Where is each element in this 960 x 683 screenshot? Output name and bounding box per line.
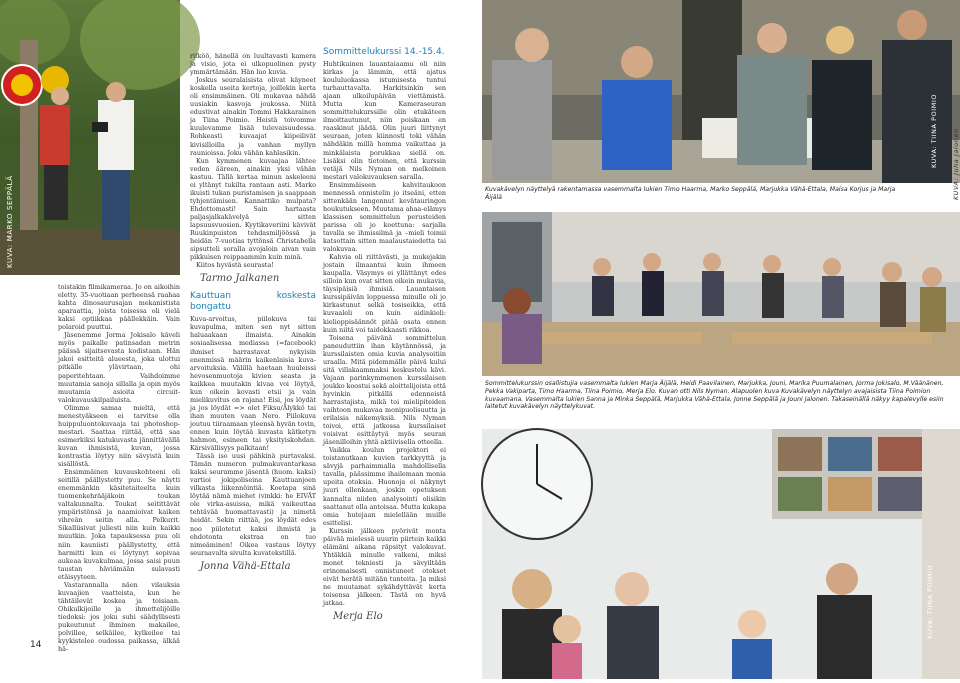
section-heading-kauttua: Kauttuan koskesta bongattu	[190, 291, 316, 313]
photo-photographers-by-river	[0, 0, 180, 275]
paragraph: Olimme samaa mieltä, että menestyäkseen ei tarvitse olla huippuluontokuvaaja tai photoshop-mestari. Saattaa riittää, että saa esimerkiksi katukuvasta jännittävällä kuvan ihmisistä, kuvan, jossa kontrastia löytyy niin sävyistä kuin sisällöstä.	[58, 403, 180, 469]
paragraph: Ensimmäiseen kahvitaukoon mennessä onnistelin jo itseäni, etten sittenkään langennut kevätauringon houkutukseen. Muutama ahaa-elämys klassisen sommittelun perusteiden parissa oli jo koettuna: sarjalla tavalla se ihmissilmä ja –mieli toimii katsottain sitten maalaustaiedetta tai valokuvaa.	[323, 180, 446, 254]
photo-opening-scene	[482, 429, 960, 679]
page-number: 14	[30, 640, 42, 650]
paragraph: Tässä iso uusi pähkinä purtavaksi. Tämän numeron pulmakuvantarkasa kaksi seuramme jäsentä (huom. kaksi) vartioi jokipoliseina Kauttuanjoen vilkasta liikennöintiä. Koetapa sinä löytää nämä miehet (vinkki: he EIVÄT ole virka-asuissa, mikä vaikeuttaa tehtävää huomattavasti) ja nimetä heidät. Sekin riittää, jos löydät edes noo piilotetut kaksi ihmistä ja ehdotonta ekstraa on tuo nimeäminen! Oikea vastaus löytyy seuraavalta sivulta kuvatekstillä.	[190, 452, 316, 557]
photo-credit-left: KUVA: MARKO SEPPÄLÄ	[6, 175, 14, 268]
paragraph: Kurssin jälkeen pyörivät monta päivää mielessä uuurin piirtein kaikki elämäni aikana räpsityt valokuvat. Yhtäkkiä minulle valkeni, miksi monet tekniesti ja sävyiltään erinomaisesti onnistuneet otokset eivät herätä mitään tunteita. Ja miksi ne muutamat sykähdyttävät kerta toisensa jälkeen. Tästä on hyvä jatkaa.	[323, 526, 446, 608]
photo-exhibition-scene	[482, 0, 960, 183]
photo-river-scene	[0, 0, 180, 275]
article-column-left	[58, 283, 180, 654]
article-column-right	[323, 44, 446, 644]
paragraph: Joskus seuralaisista olivat käyneet koskella useita kertoja, joillekin kerta oli ensimmäinen. Oli mukavaa nähdä uusiakin kasvoja joukossa. Niitä edustivat ainakin Tommi Hakkarainen ja Tiina Poimio. Heistä toivomme kuulevamme lisää tulevaisuudessa. Rohkeasti kuvaajat kiipeilivät kivisilloilla ja vanhan myllyn raunioissa. Joku vähän kahlasikin.	[190, 76, 316, 157]
paragraph: Vastarannalla näen vilauksia kuvaajien vaatteista, kun he tähtäilevät koskea ja toisiaan. Ohikulkijoille ja ihmettelijöille tiedoksi: jos joku suhi säädyllisesti pukeutunut ihminen makailee, polvillee, selkäilee, kylkeilee tai kyykistelee oudossa paikassa, älkää hä-	[58, 580, 180, 654]
caption-course: Sommittelukurssin osallistujia vasemmalta lukien Marja Äijälä, Heidi Paavilainen, Marjukka, Jouni, Marika Puumalainen, Jorma Jokisalo, M.Väänänen, Pekka Vakiparta, Timo Haarma, Tiina Poimio, Merja Elo. Kuvan otti Nils Nyman. Alapuolen kuva Kuvakävelyn näyttelyn avajaisista Tiina Poimion kuvaamana. Vasemmalta lukien Sanna ja Minka Seppälä, Marjukka Vähä-Ettala, Jonne Seppälä ja Jouni Jalonen. Takaseinällä näkyy kapalevylle esiin laitetut kuvakävelyn näyttelykuvat.	[485, 380, 944, 411]
photo-credit-mid-right: KUVA: Juha Jalonen	[952, 128, 960, 200]
caption-exhibition: Kuvakävelyn näyttelyä rakentamassa vasemmalta lukien Timo Haarma, Marko Seppälä, Marjukka Vähä-Ettala, Maisa Korjus ja Marja Äijälä	[485, 186, 896, 201]
signature-jonna: Jonna Vähä-Ettala	[200, 560, 291, 572]
photo-credit-top-right: KUVA: TIINA POIMIO	[930, 94, 938, 168]
section-heading-sommittelukurssi: Sommittelukurssi 14.-15.4.	[323, 47, 445, 57]
signature-tarmo: Tarmo Jalkanen	[200, 273, 280, 285]
photo-exhibition-opening	[482, 429, 960, 679]
paragraph: Kuva-arvoitus, piilokuva tai kuvapulma, miten sen nyt sitten haluaakaan ilmaista. Ainakin sosiaalisessa mediassa (=facebook) ihmiset harrastavat nykyisin enenmissä määrin kaikenlaisia kuva-arvoituksia. Välillä haetaan huuleissi hevosenmuotoja kivien seasta ja kaikkea muutakin kivaa voi löytyä, kun oikein kovasti etsii ja vain mielikuvitus on rajana! Eisi, jos löydät ja jos löydät => olet Fiksu/Älykkö tai ihan muuten vaan Nero. Piilokuva joutuu tiiraamaan yleensä hyvän tovin, ennen kuin löytää kuvasta kätketyn hahmon, esineen tai yksityiskohdan. Kärsivällisyys palkitaan!	[190, 315, 316, 453]
paragraph: Kiitos hyvästä seurasta!	[196, 261, 274, 270]
photo-classroom-scene	[482, 212, 960, 376]
signature-merja: Merja Elo	[333, 611, 383, 623]
paragraph: Ensimmäinen kuvauskohteeni oli seitillä päällystetty puu. Se näytti enemmänkin käsitetaiteelta kuin tuomenkehrääjäkoin toukan valtakunnalta. Toukat seitittävät ympäristönsä ja naamioivat kaiken vihreän seitin alla. Pelkurit. Sikalliisivat juliesti niin kuin kaikki muutkin. Joka tapauksessa puu oli niin kauniisti päällystetty, että harmitti kun ei löytynyt sopivaa aukeaa kuvakulmaa, jossa saisi puun taustan häviämään sulavasti etäisyyteen.	[58, 468, 180, 581]
paragraph: Huhtikuinen lauantaiaamu oli niin kirkas ja lämmin, että ajatus koululuokassa istumisesta tuntui turhauttavalta. Harkitsinkin sen ajaan ulkoilupäivän viettämistä. Mutta kun Kameraseuran sommittelukurssille olin etukäteen ilmoittautunut, niin poiskaan en raaskinut jäädä. Olin juuri liittynyt seuraan, joten kiinnosti toki vähän nähdäkin millä homma vaikuttaa ja minkälaista porukkaa siellä on. Lisäksi olin tietoinen, että kurssin vetäjä Nils Nyman on melkoinen mestari valokuvauksen saralla.	[323, 60, 446, 181]
paragraph: Jäsenemme Jorma Jokisalo käveli myös paikalle patinsadan metrin päässä sijaitsevasta kodistaan. Hän jakoi esitteitä alueesta, joka ulottui pitkälle ylävirtaan, ohi paperitehtaan. Vaihdoimme muutamia sanoja sillalla ja opin myös muutamia asioita circuit-valokuvauskilpailuista.	[58, 331, 180, 404]
paragraph: Vaikka koulun projektori ei toistanutkaan kuvien tarkkyyttä ja sävyjä parhaimmalla mahdollisella tavalla, päässimme ihailemaan monia upeita otoksia. Huonoja ei näkynyt juuri ollenkaan, joskin opetuksen kannalta niiden analysointi olisikin saattanut olla antoisaa. Mutta kukapa omia hutejaan mielellään muille esittelisi.	[323, 446, 447, 527]
paragraph: Kun kymmenen kuvaajaa lähtee veden ääreen, ainakin yksi vähän kastuu. Tällä kertaa minun askeleeni ei yltänyt tukilta rantaan asti. Marko ikuisti tukan puristamisen ja saappaan tyhjentämisen. Kannattiko mulpata? Ehdottomasti! Sain hartaasta paljasjalkakävelyä sitten lapsuusvuosien. Kyytikaveriini kävivät Ruukinpuiston tehdasmiljöössä ja heidän 7-vuotias tyttönsä Christabella sipsutteli soralla avojaloin aivan vain pikkuisen reippaammin kuin minä.	[190, 156, 316, 262]
paragraph: ritköö, hänellä on luultavasti kamera ja visio, jota ei ulkopuolinen pysty ymmärtämään. Hän luo kuvia.	[190, 52, 316, 77]
paragraph: Toisena päivänä sommittelun paneuduttiin ihan käytännössä, ja kurssilaisten omia kuvia analysoitiin uraalla. Mitä pidemmälle päivä kului sitä villakaammaksi keskustelu kävi. Vajaan parinkymmenen kurssilaisen joukko koostui sekä aloittelijoista että hyvinkin pitkällä edenneistä harrastajista, mikä toi mielipiteiden vaihtoon mukavaa monipuolisuutta ja erilaisia näkemyksiä. Nils Nyman toivoi, että jatkossa kurssilaiset voisivat esittäytyä myös seuran jäsenilloihin yhtä aktiivisella otteella.	[323, 333, 446, 447]
photo-credit-bottom-right: KUVA: TIINA POIMIO	[926, 565, 934, 639]
paragraph: Kahvia oli riittävästi, ja mukejakin jostain ilmaantui kuin ihmeen kaupalla. Väsymys ei yllättänyt edes silloin kun ovat sitten oikein mukavia, täysipäisiä ihmisiä. Lauantaisen kurssipäivän loppuessa minulle oli jo kirkastunut selkä tosiseikka, että kuvaaleli on kuin aidinkieli: kielioppisäännöt pitää osata ennen kuin niitä voi taidokkaasti rikkoa.	[323, 253, 446, 334]
photo-exhibition-building	[482, 0, 960, 183]
paragraph: toistakin filmikameraa. Jo on aikoihin eletty. 35-vuotiaan perheensä raahaa kahta dinosaurusajan mekanistista aparaattia, joista toisessa oli vielä kaksi optiikkaa päällekkäin. Vain polaroid puuttui.	[58, 283, 180, 332]
article-column-middle	[190, 52, 316, 642]
